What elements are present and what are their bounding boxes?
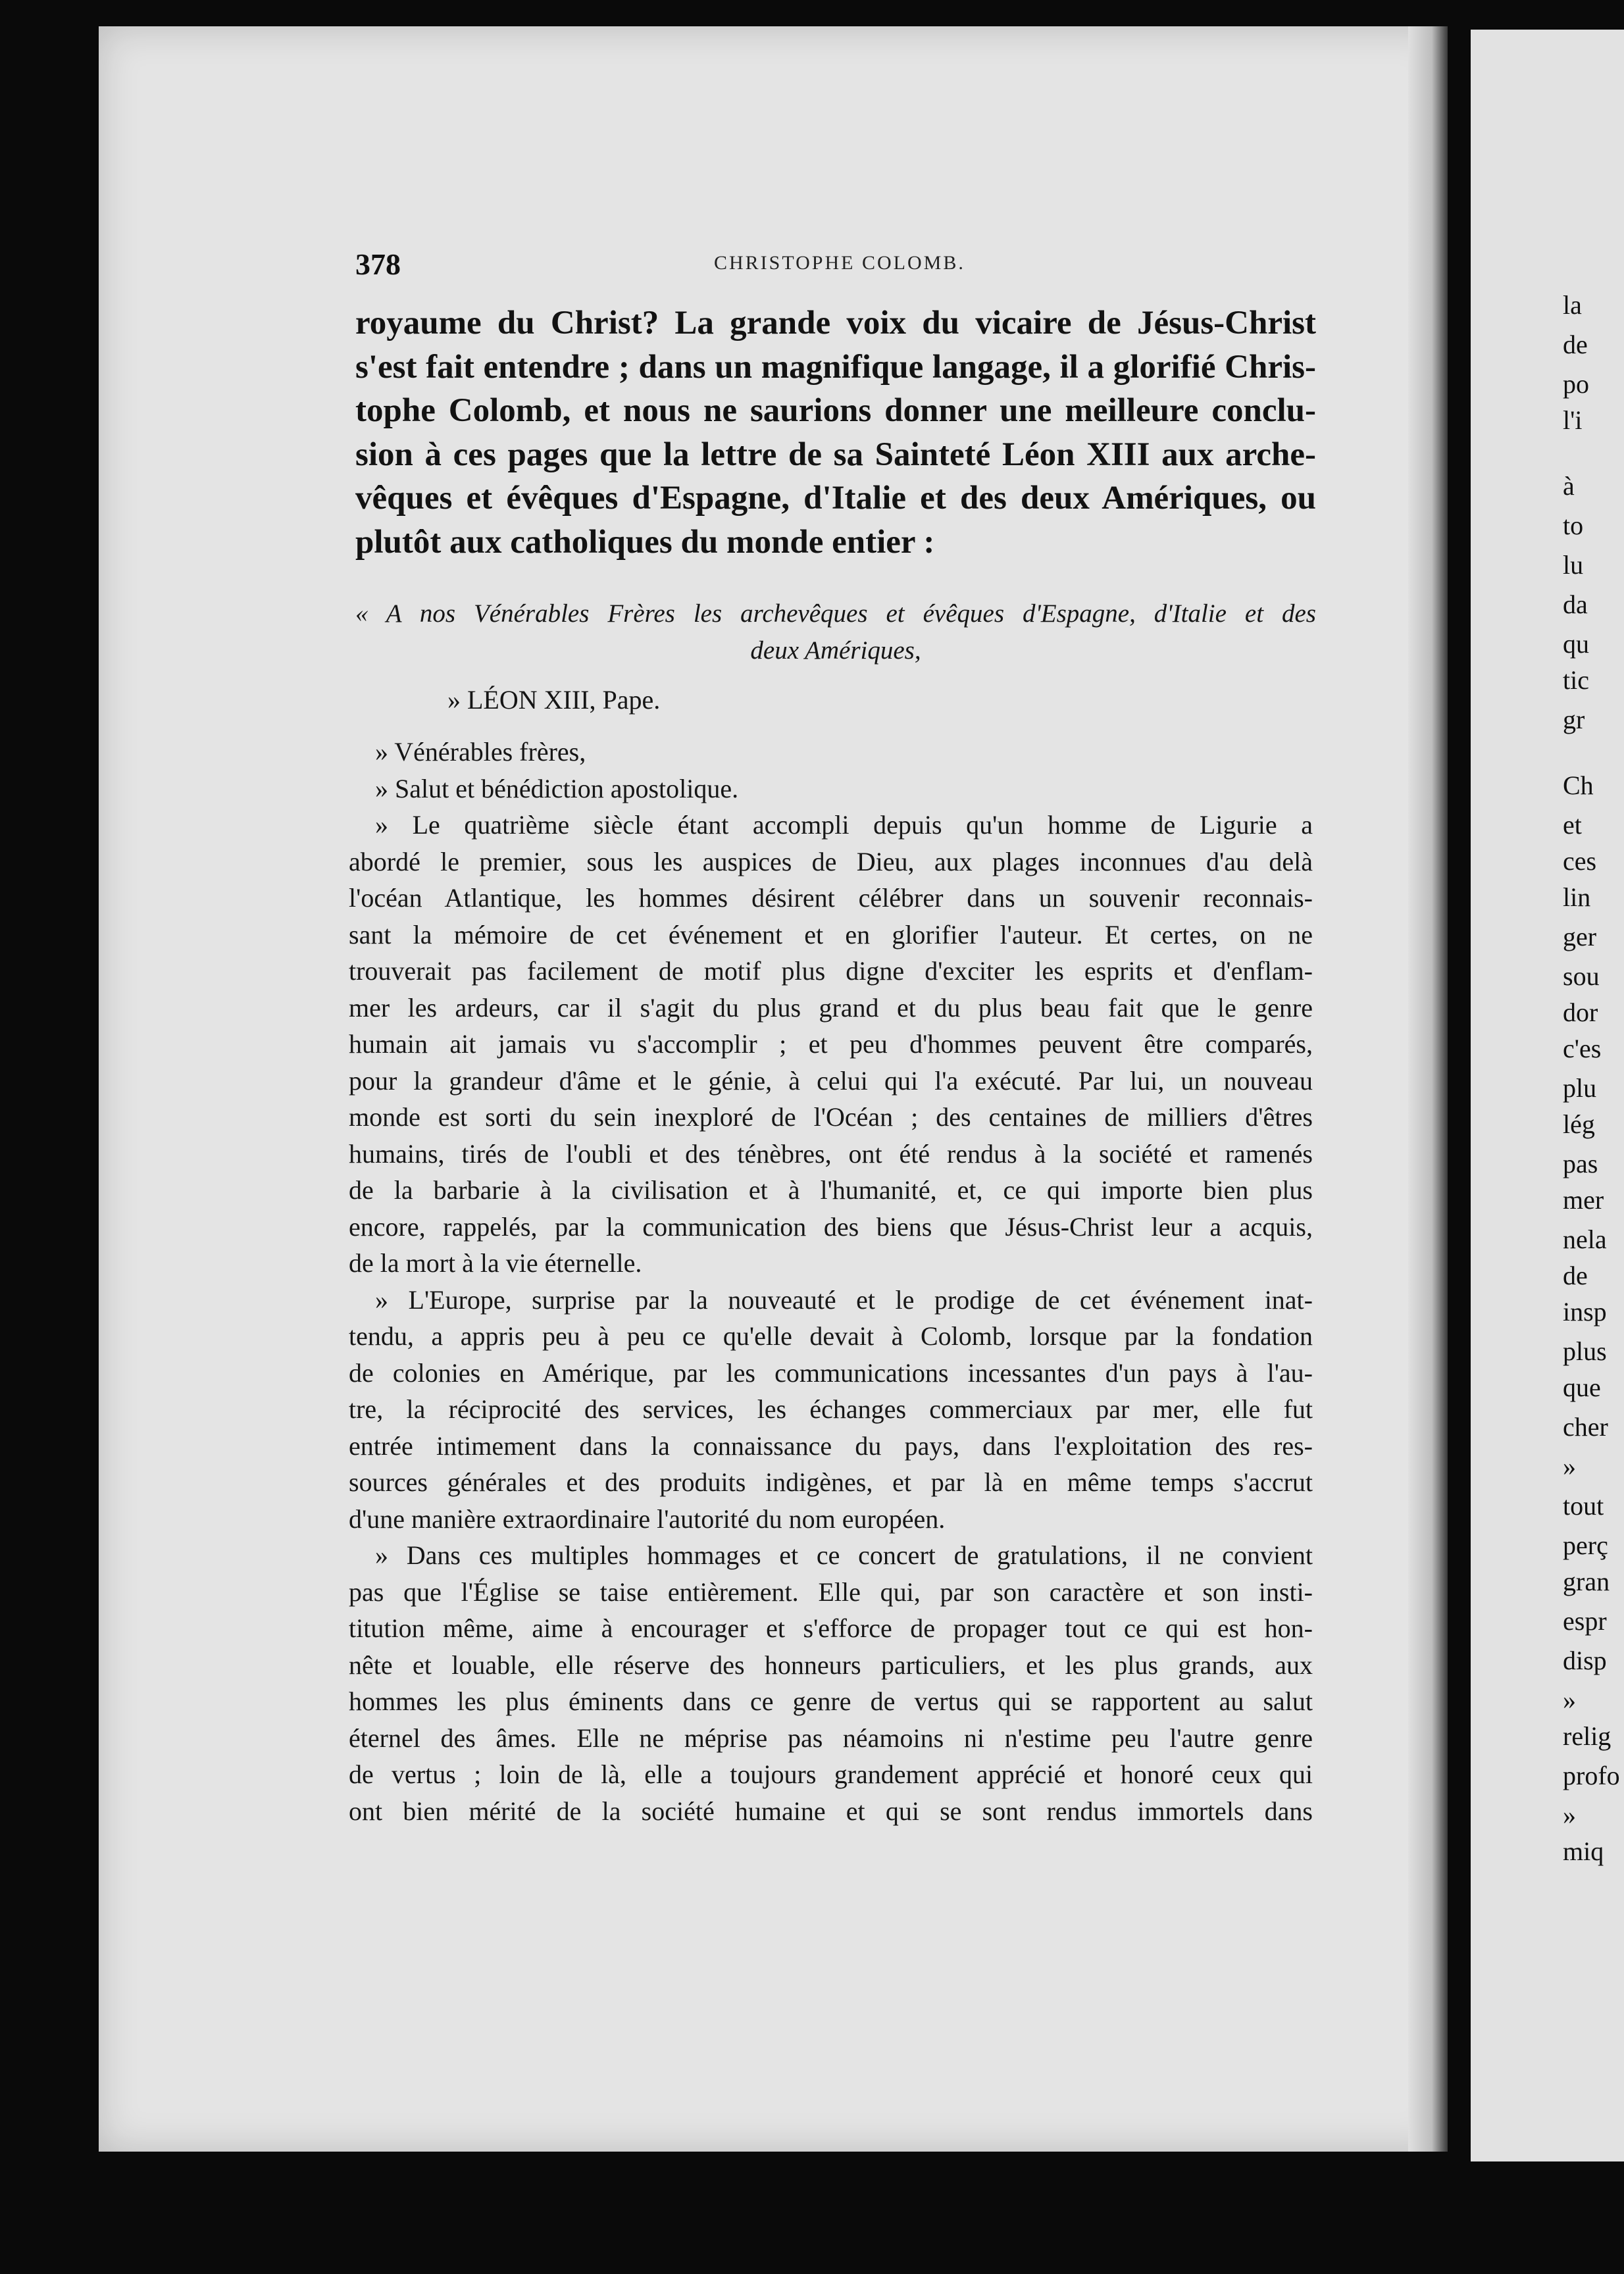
page-header: [355, 247, 1316, 286]
facing-page-fragment: lég: [1563, 1109, 1595, 1139]
letter-line: nête et louable, elle réserve des honneurs particuliers, et les plus grands, aux: [349, 1650, 1313, 1680]
facing-page-fragment: lu: [1563, 550, 1584, 580]
letter-line: mer les ardeurs, car il s'agit du plus grand et du plus beau fait que le genre: [349, 992, 1313, 1023]
letter-line: ont bien mérité de la société humaine et qui se sont rendus immortels dans: [349, 1796, 1313, 1826]
intro-line: sion à ces pages que la lettre de sa Sainteté Léon XIII aux arche-: [355, 436, 1316, 473]
facing-page-fragment: gr: [1563, 705, 1585, 734]
facing-page-fragment: plus: [1563, 1336, 1607, 1366]
facing-page-fragment: et: [1563, 810, 1582, 840]
intro-line: tophe Colomb, et nous ne saurions donner une meilleure conclu-: [355, 392, 1316, 429]
facing-page-fragment: cher: [1563, 1412, 1608, 1442]
letter-line: abordé le premier, sous les auspices de Dieu, aux plages inconnues d'au delà: [349, 846, 1313, 876]
facing-page-edge: [1471, 30, 1624, 2161]
letter-line: de vertus ; loin de là, elle a toujours grandement apprécié et honoré ceux qui: [349, 1759, 1313, 1789]
facing-page-fragment: lin: [1563, 882, 1591, 912]
facing-page-fragment: Ch: [1563, 771, 1594, 800]
facing-page-fragment: dor: [1563, 998, 1598, 1027]
letter-line: de la barbarie à la civilisation et à l'humanité, et, ce qui importe bien plus: [349, 1175, 1313, 1205]
letter-line: humains, tirés de l'oubli et des ténèbres, ont été rendus à la société et ramenés: [349, 1138, 1313, 1169]
letter-line: titution même, aime à encourager et s'efforce de propager tout ce qui est hon-: [349, 1613, 1313, 1643]
facing-page-fragment: miq: [1563, 1836, 1604, 1866]
facing-page-fragment: nela: [1563, 1225, 1607, 1254]
letter-line: l'océan Atlantique, les hommes désirent célébrer dans un souvenir reconnais-: [349, 883, 1313, 913]
intro-paragraph: [355, 301, 1316, 564]
facing-page-fragment: l'i: [1563, 405, 1583, 435]
facing-page-fragment: espr: [1563, 1606, 1607, 1636]
facing-page-fragment: tic: [1563, 665, 1589, 695]
letter-line: » Le quatrième siècle étant accompli depuis qu'un homme de Ligurie a: [375, 810, 1313, 840]
facing-page-fragment: plu: [1563, 1073, 1597, 1103]
letter-line: tendu, a appris peu à peu ce qu'elle devait à Colomb, lorsque par la fondation: [349, 1321, 1313, 1351]
address-line-1: « A nos Vénérables Frères les archevêques et évêques d'Espagne, d'Italie et des: [355, 599, 1316, 628]
letter-line: encore, rappelés, par la communication des biens que Jésus-Christ leur a acquis,: [349, 1211, 1313, 1242]
letter-line: » Dans ces multiples hommages et ce concert de gratulations, il ne convient: [375, 1540, 1313, 1570]
papal-signature: » LÉON XIII, Pape.: [447, 685, 661, 715]
facing-page-fragment: à: [1563, 471, 1575, 501]
running-title: CHRISTOPHE COLOMB.: [714, 252, 965, 274]
letter-line: éternel des âmes. Elle ne méprise pas néamoins ni n'estime peu l'autre genre: [349, 1723, 1313, 1753]
letter-line: humain ait jamais vu s'accomplir ; et peu d'hommes peuvent être comparés,: [349, 1029, 1313, 1059]
address-line-2: deux Amériques,: [750, 636, 921, 665]
page-gutter: [1408, 26, 1448, 2152]
facing-page-fragment: tout: [1563, 1491, 1604, 1521]
letter-body: [349, 734, 1313, 1829]
facing-page-fragment: qu: [1563, 629, 1589, 659]
facing-page-fragment: »: [1563, 1452, 1576, 1481]
facing-page-fragment: gran: [1563, 1567, 1610, 1596]
facing-page-fragment: pas: [1563, 1149, 1598, 1178]
facing-page-fragment: po: [1563, 369, 1589, 399]
facing-page-fragment: ger: [1563, 922, 1597, 951]
facing-page-fragment: sou: [1563, 961, 1600, 991]
facing-page-fragment: to: [1563, 511, 1584, 540]
page-number: 378: [355, 247, 401, 281]
letter-line: entrée intimement dans la connaissance du pays, dans l'exploitation des res-: [349, 1430, 1313, 1461]
facing-page-fragment: profo: [1563, 1761, 1620, 1790]
letter-line: pas que l'Église se taise entièrement. Elle qui, par son caractère et son insti-: [349, 1577, 1313, 1607]
letter-line: tre, la réciprocité des services, les échanges commerciaux par mer, elle fut: [349, 1394, 1313, 1424]
letter-line: de colonies en Amérique, par les communications incessantes d'un pays à l'au-: [349, 1357, 1313, 1388]
facing-page-fragment: insp: [1563, 1297, 1607, 1326]
letter-line: » Vénérables frères,: [375, 737, 586, 767]
facing-page-fragment: de: [1563, 330, 1588, 359]
letter-line: sant la mémoire de cet événement et en glorifier l'auteur. Et certes, on ne: [349, 919, 1313, 949]
letter-line: » Salut et bénédiction apostolique.: [375, 773, 739, 803]
letter-line: de la mort à la vie éternelle.: [349, 1248, 642, 1278]
intro-line: plutôt aux catholiques du monde entier :: [355, 523, 935, 561]
facing-page-fragment: da: [1563, 590, 1588, 619]
facing-page-fragment: perç: [1563, 1530, 1608, 1560]
intro-line: vêques et évêques d'Espagne, d'Italie et des deux Amériques, ou: [355, 480, 1316, 517]
facing-page-fragment: c'es: [1563, 1034, 1602, 1063]
letter-line: pour la grandeur d'âme et le génie, à celui qui l'a exécuté. Par lui, un nouveau: [349, 1065, 1313, 1096]
intro-line: royaume du Christ? La grande voix du vicaire de Jésus-Christ: [355, 305, 1316, 341]
letter-line: sources générales et des produits indigènes, et par là en même temps s'accrut: [349, 1467, 1313, 1497]
letter-line: monde est sorti du sein inexploré de l'Océan ; des centaines de milliers d'êtres: [349, 1102, 1313, 1132]
facing-page-fragment: la: [1563, 290, 1582, 320]
intro-line: s'est fait entendre ; dans un magnifique langage, il a glorifié Chris-: [355, 348, 1316, 386]
facing-page-fragment: disp: [1563, 1646, 1607, 1675]
letter-line: » L'Europe, surprise par la nouveauté et le prodige de cet événement inat-: [375, 1284, 1313, 1315]
letter-line: hommes les plus éminents dans ce genre de vertus qui se rapportent au salut: [349, 1686, 1313, 1716]
facing-page-fragment: que: [1563, 1373, 1601, 1402]
letter-address: [355, 595, 1316, 669]
facing-page-fragment: mer: [1563, 1185, 1604, 1215]
facing-page-fragment: de: [1563, 1261, 1588, 1290]
facing-page-fragment: ces: [1563, 846, 1597, 876]
facing-page-fragment: »: [1563, 1800, 1576, 1830]
facing-page-fragment: relig: [1563, 1721, 1611, 1751]
facing-page-fragment: »: [1563, 1685, 1576, 1715]
letter-line: trouverait pas facilement de motif plus digne d'exciter les esprits et d'enflam-: [349, 956, 1313, 986]
letter-line: d'une manière extraordinaire l'autorité du nom européen.: [349, 1503, 946, 1534]
